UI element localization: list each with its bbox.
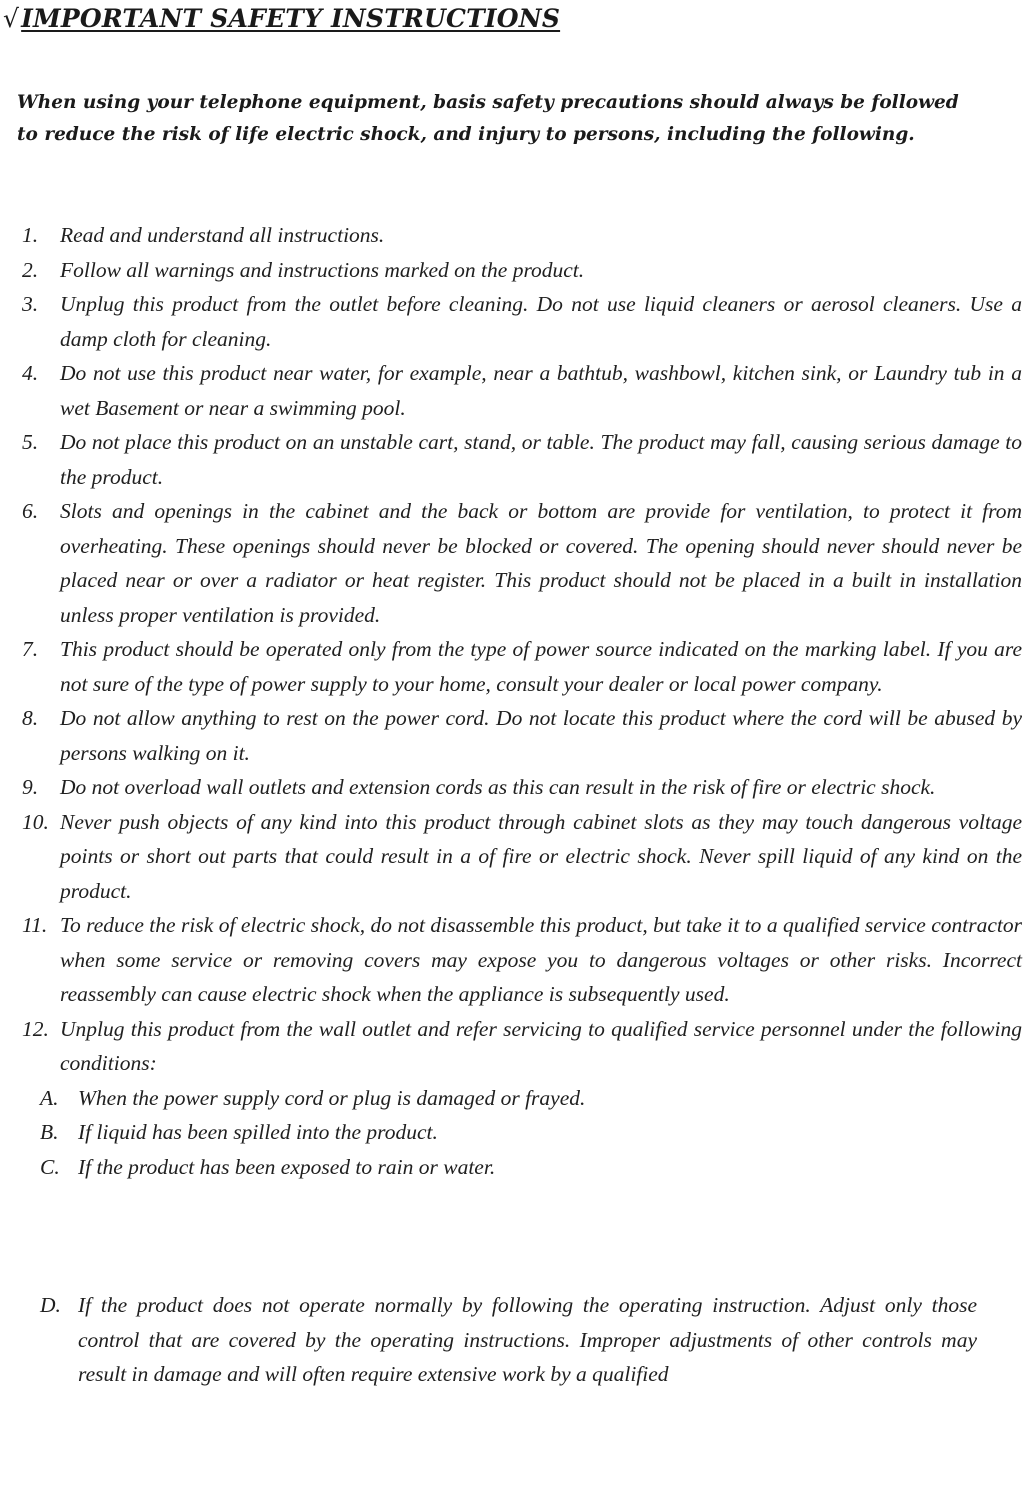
condition-letter: B.: [40, 1120, 59, 1144]
page-title: IMPORTANT SAFETY INSTRUCTIONS: [21, 4, 561, 33]
condition-text: If the product does not operate normally by following the operating instruction. Adjust only those control that are covered by the operating instructions. Improper adjustments of other controls may result in damage and will often require extensive work by a qualified: [78, 1293, 977, 1386]
item-number: 2.: [22, 257, 39, 282]
list-item: [0, 287, 1025, 356]
list-item: [0, 632, 1025, 701]
condition-item: [0, 1115, 1025, 1150]
list-item: [0, 770, 1025, 805]
item-number: 11.: [22, 913, 48, 937]
item-number: 7.: [22, 637, 39, 661]
list-item: [0, 356, 1025, 425]
list-item: [0, 494, 1025, 632]
item-number: 10.: [22, 809, 49, 834]
page-heading: [3, 4, 560, 33]
condition-letter: C.: [40, 1154, 60, 1179]
item-number: 9.: [22, 775, 39, 799]
item-text: Read and understand all instructions.: [60, 223, 385, 247]
condition-item: [0, 1288, 1025, 1392]
item-number: 5.: [22, 430, 39, 454]
list-item: [0, 425, 1025, 494]
item-text: Follow all warnings and instructions marked on the product.: [60, 257, 585, 282]
blank-space: [0, 1184, 1025, 1288]
list-item: [0, 908, 1025, 1012]
item-number: 12.: [22, 1016, 49, 1041]
list-item: [0, 253, 1025, 288]
item-number: 8.: [22, 706, 39, 730]
item-text: Do not overload wall outlets and extension cords as this can result in the risk of fire or electric shock.: [60, 775, 936, 799]
condition-text: If the product has been exposed to rain or water.: [78, 1154, 496, 1179]
item-number: 1.: [22, 223, 39, 247]
item-number: 4.: [22, 361, 39, 385]
item-text: This product should be operated only from the type of power source indicated on the marking label. If you are not sure of the type of power supply to your home, consult your dealer or local power company.: [60, 637, 1022, 696]
condition-letter: A.: [40, 1085, 59, 1110]
item-text: Unplug this product from the wall outlet and refer servicing to qualified service personnel under the following conditions:: [60, 1016, 1022, 1075]
list-item: [0, 805, 1025, 909]
item-number: 6.: [22, 499, 39, 523]
item-number: 3.: [22, 292, 39, 316]
condition-item: [0, 1081, 1025, 1116]
item-text: Slots and openings in the cabinet and the back or bottom are provide for ventilation, to protect it from overheating. These openings should never be blocked or covered. The opening should never should never be placed near or over a radiator or heat register. This product should not be placed in a built in installation unless proper ventilation is provided.: [60, 499, 1022, 627]
intro-paragraph: When using your telephone equipment, basis safety precautions should always be followed to reduce the risk of life electric shock, and injury to persons, including the following.: [17, 92, 959, 145]
list-item: [0, 1012, 1025, 1081]
item-text: Do not use this product near water, for example, near a bathtub, washbowl, kitchen sink, or Laundry tub in a wet Basement or near a swimming pool.: [60, 361, 1022, 420]
item-text: Do not place this product on an unstable cart, stand, or table. The product may fall, causing serious damage to the product.: [60, 430, 1022, 489]
item-text: Unplug this product from the outlet before cleaning. Do not use liquid cleaners or aerosol cleaners. Use a damp cloth for cleaning.: [60, 292, 1022, 351]
condition-text: If liquid has been spilled into the product.: [78, 1120, 438, 1144]
item-text: Never push objects of any kind into this product through cabinet slots as they may touch dangerous voltage points or short out parts that could result in a of fire or electric shock. Never spill liquid of any kind on the product.: [60, 809, 1022, 903]
check-mark: √: [3, 4, 20, 33]
item-text: To reduce the risk of electric shock, do not disassemble this product, but take it to a qualified service contractor when some service or removing covers may expose you to dangerous voltages or other risks. Incorrect reassembly can cause electric shock when the appliance is subsequently used.: [60, 913, 1022, 1006]
item-text: Do not allow anything to rest on the power cord. Do not locate this product where the cord will be abused by persons walking on it.: [60, 706, 1022, 765]
condition-text: When the power supply cord or plug is damaged or frayed.: [78, 1085, 586, 1110]
condition-letter: D.: [40, 1293, 61, 1317]
list-item: [0, 701, 1025, 770]
list-item: [0, 218, 1025, 253]
instruction-list: [0, 218, 1025, 1392]
condition-item: [0, 1150, 1025, 1185]
